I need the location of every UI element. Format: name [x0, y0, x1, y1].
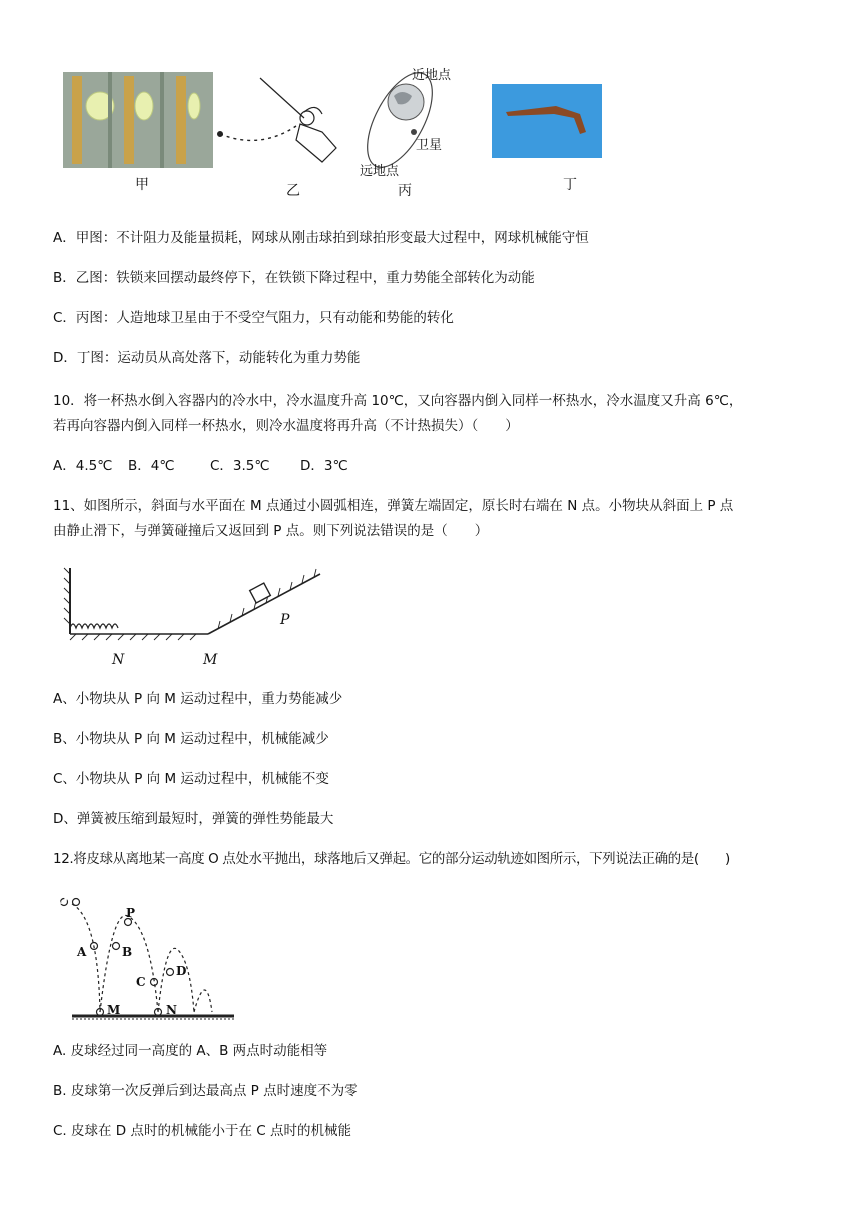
q11-option-c: C、小物块从 P 向 M 运动过程中，机械能不变 — [53, 771, 329, 787]
q11-stem-line1: 11、如图所示，斜面与水平面在 M 点通过小圆弧相连，弹簧左端固定，原长时右端在 N 点。小物块从斜面上 P 点 — [53, 498, 734, 514]
q11-label-m: M — [203, 652, 218, 668]
figure-caption-ding: 丁 — [563, 177, 577, 193]
q12-label-c: C — [136, 975, 146, 989]
label-apogee: 远地点 — [360, 164, 400, 179]
q12-label-a: A — [77, 945, 87, 959]
q9-option-b: B．乙图：铁锁来回摆动最终停下，在铁锁下降过程中，重力势能全部转化为动能 — [53, 270, 535, 286]
q12-option-b: B. 皮球第一次反弹后到达最高点 P 点时速度不为零 — [53, 1083, 358, 1099]
q10-option-b: B．4℃ — [128, 458, 175, 474]
figure-caption-jia: 甲 — [135, 177, 149, 193]
q9-option-c: C．丙图：人造地球卫星由于不受空气阻力，只有动能和势能的转化 — [53, 310, 454, 326]
q9-option-d: D．丁图：运动员从高处落下，动能转化为重力势能 — [53, 350, 361, 366]
q11-option-d: D、弹簧被压缩到最短时，弹簧的弹性势能最大 — [53, 811, 334, 827]
q11-option-b: B、小物块从 P 向 M 运动过程中，机械能减少 — [53, 731, 329, 747]
q12-label-o: O — [57, 893, 68, 907]
q12-label-n: N — [166, 1003, 177, 1017]
q12-stem: 12.将皮球从离地某一高度 O 点处水平抛出，球落地后又弹起。它的部分运动轨迹如图所示，下列说法正确的是( ) — [53, 851, 730, 867]
q11-label-n: N — [112, 652, 125, 668]
figure-ding-diver — [492, 84, 602, 158]
q11-stem-line2: 由静止滑下，与弹簧碰撞后又返回到 P 点。则下列说法错误的是（ ） — [53, 523, 489, 539]
q10-option-c: C．3.5℃ — [210, 458, 270, 474]
figure-yi-pendulum — [218, 78, 337, 162]
figure-q11-incline-spring — [62, 564, 332, 674]
q12-label-d: D — [176, 964, 187, 978]
q10-option-a: A．4.5℃ — [53, 458, 113, 474]
q12-option-a: A. 皮球经过同一高度的 A、B 两点时动能相等 — [53, 1043, 328, 1059]
q11-option-a: A、小物块从 P 向 M 运动过程中，重力势能减少 — [53, 691, 343, 707]
q12-label-p: P — [126, 906, 136, 920]
figure-caption-yi: 乙 — [286, 183, 300, 199]
q10-stem-line2: 若再向容器内倒入同样一杯热水，则冷水温度将再升高（不计热损失）（ ） — [53, 418, 519, 434]
q10-stem-line1: 10．将一杯热水倒入容器内的冷水中，冷水温度升高 10℃，又向容器内倒入同样一杯热水，冷水温度又升高 6℃， — [53, 393, 743, 409]
q12-label-b: B — [122, 945, 133, 959]
q11-label-p: P — [280, 612, 290, 628]
label-satellite: 卫星 — [416, 138, 443, 153]
figure-caption-bing: 丙 — [398, 183, 412, 199]
label-perigee: 近地点 — [412, 68, 452, 83]
q10-option-d: D．3℃ — [300, 458, 348, 474]
q12-label-m: M — [107, 1003, 121, 1017]
q9-option-a: A．甲图：不计阻力及能量损耗，网球从刚击球拍到球拍形变最大过程中，网球机械能守恒 — [53, 230, 589, 246]
q12-option-c: C. 皮球在 D 点时的机械能小于在 C 点时的机械能 — [53, 1123, 351, 1139]
figure-jia-tennis — [63, 72, 213, 168]
